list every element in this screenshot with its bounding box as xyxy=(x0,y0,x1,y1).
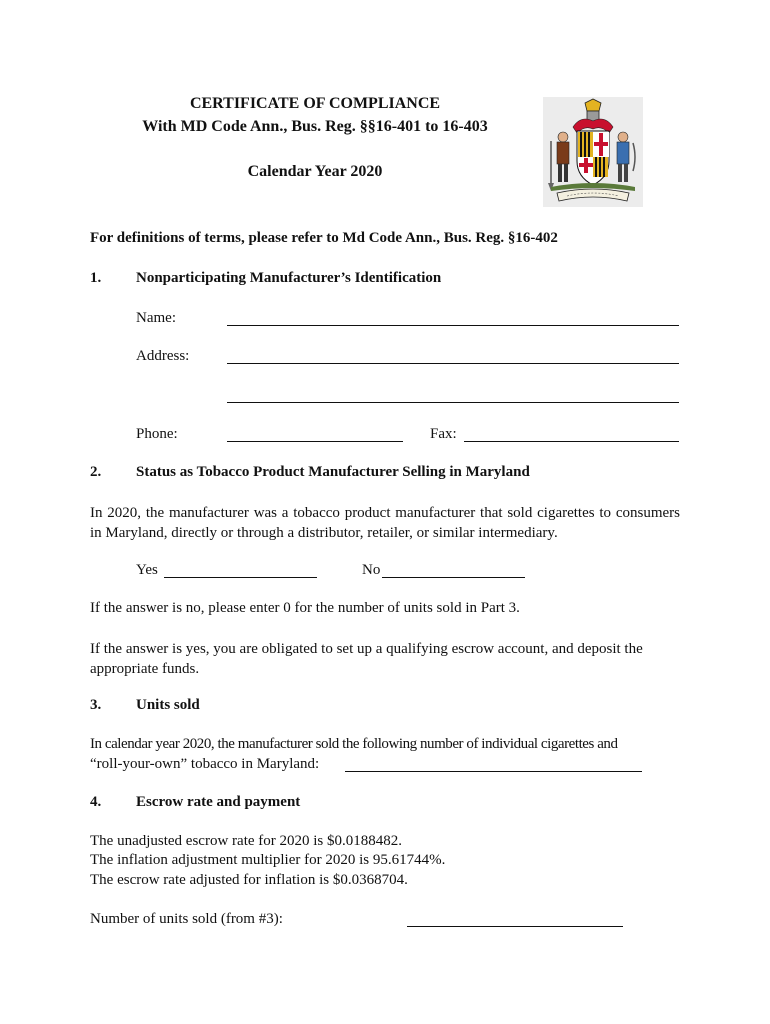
unadjusted-rate-text: The unadjusted escrow rate for 2020 is $0.0188482. xyxy=(90,833,403,849)
section-2-number: 2. xyxy=(90,464,102,480)
no-answer-note: If the answer is no, please enter 0 for the number of units sold in Part 3. xyxy=(90,600,520,616)
document-subtitle: With MD Code Ann., Bus. Reg. §§16-401 to 16-403 xyxy=(142,118,488,135)
no-field[interactable] xyxy=(382,577,525,578)
units-sold-from-3-field[interactable] xyxy=(407,926,623,927)
phone-label: Phone: xyxy=(136,426,178,442)
units-sold-statement-cont: “roll-your-own” tobacco in Maryland: xyxy=(90,756,320,772)
units-sold-statement: In calendar year 2020, the manufacturer sold the following number of individual cigarettes and xyxy=(90,736,618,752)
name-label: Name: xyxy=(136,310,176,326)
manufacturer-status-statement: In 2020, the manufacturer was a tobacco product manufacturer that sold cigarettes to consumers in Maryland, directly or through a distributor, retailer, or similar intermediary. xyxy=(90,505,680,541)
adjusted-rate-text: The escrow rate adjusted for inflation is $0.0368704. xyxy=(90,872,408,888)
name-field[interactable] xyxy=(227,325,679,326)
address-field-line-2[interactable] xyxy=(227,402,679,403)
fax-label: Fax: xyxy=(430,426,457,442)
units-sold-from-3-label: Number of units sold (from #3): xyxy=(90,911,283,927)
units-sold-field[interactable] xyxy=(345,771,642,772)
fax-field[interactable] xyxy=(464,441,679,442)
section-3-number: 3. xyxy=(90,697,102,713)
inflation-multiplier-text: The inflation adjustment multiplier for 2020 is 95.61744%. xyxy=(90,852,446,868)
section-4-heading: Escrow rate and payment xyxy=(136,794,301,810)
calendar-year: Calendar Year 2020 xyxy=(247,163,383,180)
no-label: No xyxy=(362,562,381,578)
section-2-heading: Status as Tobacco Product Manufacturer Selling in Maryland xyxy=(136,464,530,480)
address-label: Address: xyxy=(136,348,190,364)
address-field-line-1[interactable] xyxy=(227,363,679,364)
yes-field[interactable] xyxy=(164,577,317,578)
section-3-heading: Units sold xyxy=(136,697,200,713)
yes-answer-note: If the answer is yes, you are obligated to set up a qualifying escrow account, and deposit the appropriate funds. xyxy=(90,641,643,677)
definitions-note: For definitions of terms, please refer to Md Code Ann., Bus. Reg. §16-402 xyxy=(90,230,558,246)
section-4-number: 4. xyxy=(90,794,102,810)
document-title: CERTIFICATE OF COMPLIANCE xyxy=(189,95,441,112)
phone-field[interactable] xyxy=(227,441,403,442)
maryland-state-seal-icon xyxy=(543,97,643,207)
yes-label: Yes xyxy=(136,562,158,578)
section-1-heading: Nonparticipating Manufacturer’s Identification xyxy=(136,270,442,286)
section-1-number: 1. xyxy=(90,270,102,286)
